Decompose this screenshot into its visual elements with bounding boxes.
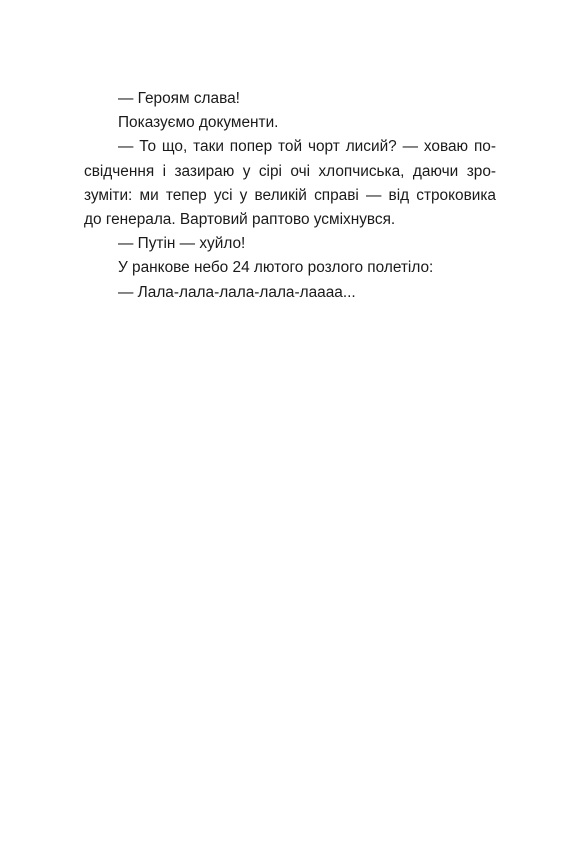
text-line: — То що, таки попер той чорт лисий? — ховаю по- xyxy=(118,138,496,156)
text-line: У ранкове небо 24 лютого розлого полетіло: xyxy=(118,259,434,277)
text-line: Показуємо документи. xyxy=(118,114,279,132)
text-line: — Путін — хуйло! xyxy=(118,235,246,253)
text-line: — Лала-лала-лала-лала-лаааа... xyxy=(118,283,356,301)
text-line: — Героям слава! xyxy=(118,90,240,107)
text-line: до генерала. Вартовий раптово усміхнувся. xyxy=(84,210,396,228)
text-line: зуміти: ми тепер усі у великій справі — від строковика xyxy=(84,186,496,204)
text-line: свідчення і зазираю у сірі очі хлопчиська, даючи зро- xyxy=(84,162,496,180)
page-text xyxy=(84,87,496,305)
